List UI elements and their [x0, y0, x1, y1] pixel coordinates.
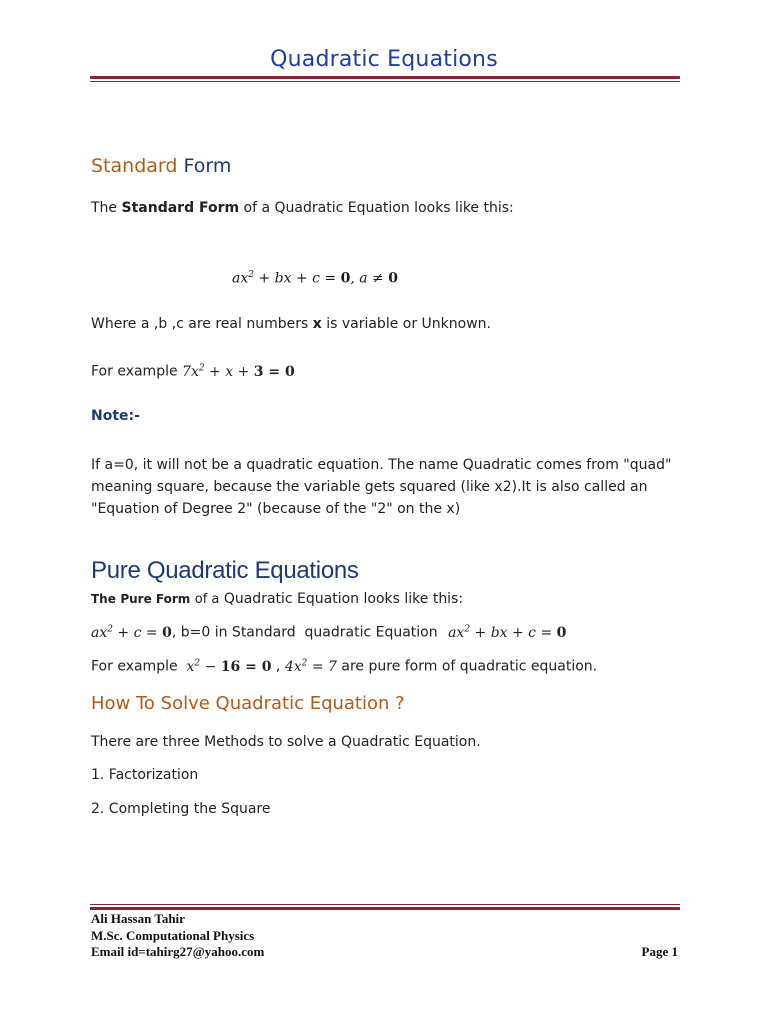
- where-bold: x: [312, 316, 322, 332]
- footer-degree: M.Sc. Computational Physics: [91, 928, 255, 943]
- pure-intro-of: of a: [194, 592, 220, 607]
- pure-eq-text: , b=0 in Standard quadratic Equation: [171, 624, 438, 641]
- eq-sup: 2: [301, 658, 308, 668]
- eq-term: + bx + c =: [253, 270, 341, 287]
- method-item: 1. Factorization: [91, 767, 199, 783]
- pure-form-intro: [91, 591, 463, 607]
- eq-term: −: [200, 658, 221, 675]
- eq-term: 4x: [284, 658, 302, 675]
- how-to-solve-heading: How To Solve Quadratic Equation ?: [91, 693, 405, 714]
- footer-author: Ali Hassan Tahir: [91, 911, 185, 926]
- pure-example-eq1: [187, 659, 272, 675]
- footer-email: Email id=tahirg27@yahoo.com: [91, 944, 265, 959]
- eq-term: + bx + c =: [470, 624, 557, 641]
- heading-word-standard: Standard: [91, 155, 178, 177]
- header-rule-thin: [90, 81, 680, 82]
- note-paragraph: If a=0, it will not be a quadratic equation. The name Quadratic comes from "quad" meaning square, because the variable gets squared (like x2).It is also called an "Equation of Degree 2" (because of the "2" on the x): [91, 457, 672, 517]
- header-rule-thick: [90, 76, 680, 79]
- eq-term: ax: [91, 624, 108, 641]
- eq-sup: 2: [107, 624, 113, 634]
- heading-word-form: Form: [183, 155, 232, 177]
- eq-term: + x +: [204, 363, 254, 380]
- eq-term: ax: [448, 624, 465, 641]
- intro-prefix: The: [91, 200, 118, 216]
- eq-sup: 2: [248, 270, 254, 280]
- example-equation: [182, 364, 295, 380]
- eq-sup: 2: [464, 624, 471, 634]
- intro-bold: Standard Form: [121, 200, 240, 216]
- methods-intro: There are three Methods to solve a Quadratic Equation.: [91, 734, 481, 750]
- standard-equation-ref: [448, 625, 566, 641]
- standard-form-equation: [232, 270, 398, 287]
- footer-rule-thin: [90, 904, 680, 905]
- eq-zero: 0: [556, 624, 567, 641]
- example-label: For example: [91, 658, 178, 675]
- eq-term: 16 = 0: [220, 658, 272, 675]
- footer-rule-thick: [90, 907, 680, 910]
- eq-sup: 2: [194, 658, 201, 668]
- note-label: Note:-: [91, 408, 140, 424]
- eq-term: + c =: [112, 624, 163, 641]
- eq-term: x: [186, 658, 195, 675]
- standard-example-line: [91, 363, 295, 380]
- eq-term: ax: [232, 270, 249, 287]
- separator: ,: [271, 658, 285, 675]
- pure-intro-suffix: Quadratic Equation looks like this:: [223, 591, 464, 607]
- page-title: Quadratic Equations: [270, 47, 498, 72]
- pure-equation: [91, 625, 172, 641]
- eq-term: , a ≠: [350, 270, 389, 287]
- method-item: 2. Completing the Square: [91, 801, 271, 817]
- eq-term: = 7: [307, 658, 337, 675]
- pure-intro-bold: Pure Form: [120, 592, 191, 606]
- eq-term: 7x: [182, 363, 199, 380]
- pure-equation-line: [91, 624, 566, 641]
- eq-term: 3 = 0: [253, 363, 295, 380]
- standard-form-intro: [91, 200, 514, 216]
- pure-quadratic-heading: Pure Quadratic Equations: [91, 557, 359, 584]
- where-suffix: is variable or Unknown.: [326, 316, 491, 332]
- eq-zero: 0: [340, 270, 351, 287]
- pure-example-line: [91, 658, 597, 675]
- page-number: Page 1: [641, 944, 678, 959]
- eq-zero: 0: [388, 270, 398, 287]
- eq-sup: 2: [198, 363, 205, 373]
- pure-example-suffix: are pure form of quadratic equation.: [341, 658, 598, 675]
- intro-suffix: of a Quadratic Equation looks like this:: [243, 200, 514, 216]
- where-line: [91, 316, 491, 332]
- pure-example-eq2: [285, 659, 337, 675]
- eq-zero: 0: [162, 624, 172, 641]
- where-prefix: Where a ,b ,c are real numbers: [91, 316, 309, 332]
- example-label: For example: [91, 363, 178, 380]
- standard-form-heading: [91, 155, 231, 177]
- pure-intro-the: The: [91, 592, 116, 606]
